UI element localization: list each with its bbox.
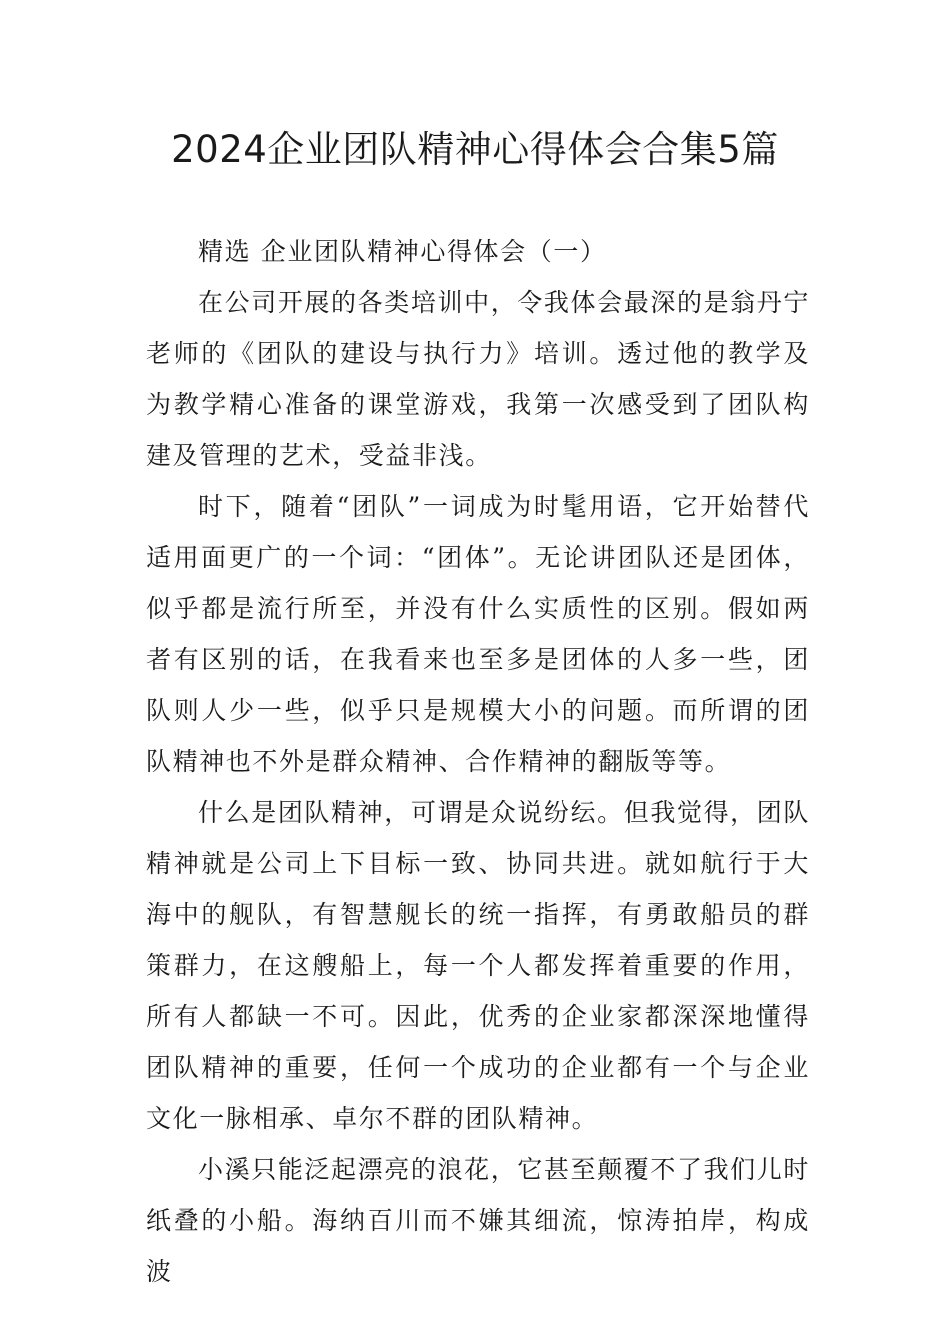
document-body — [146, 226, 810, 1297]
document-title: 2024企业团队精神心得体会合集5篇 — [171, 128, 779, 171]
paragraph-4: 小溪只能泛起漂亮的浪花，它甚至颠覆不了我们儿时纸叠的小船。海纳百川而不嫌其细流，惊涛拍岸，构成波 — [146, 1155, 810, 1286]
section-heading: 精选 企业团队精神心得体会（一） — [198, 237, 607, 266]
paragraph-1: 在公司开展的各类培训中，令我体会最深的是翁丹宁老师的《团队的建设与执行力》培训。透过他的教学及为教学精心准备的课堂游戏，我第一次感受到了团队构建及管理的艺术，受益非浅。 — [146, 288, 810, 470]
paragraph-2: 时下，随着“团队”一词成为时髦用语，它开始替代适用面更广的一个词：“团体”。无论讲团队还是团体，似乎都是流行所至，并没有什么实质性的区别。假如两者有区别的话，在我看来也至多是团体的人多一些，团队则人少一些，似乎只是规模大小的问题。而所谓的团队精神也不外是群众精神、合作精神的翻版等等。 — [146, 492, 810, 776]
paragraph-3: 什么是团队精神，可谓是众说纷纭。但我觉得，团队精神就是公司上下目标一致、协同共进。就如航行于大海中的舰队，有智慧舰长的统一指挥，有勇敢船员的群策群力，在这艘船上，每一个人都发挥着重要的作用，所有人都缺一不可。因此，优秀的企业家都深深地懂得团队精神的重要，任何一个成功的企业都有一个与企业文化一脉相承、卓尔不群的团队精神。 — [146, 798, 810, 1133]
